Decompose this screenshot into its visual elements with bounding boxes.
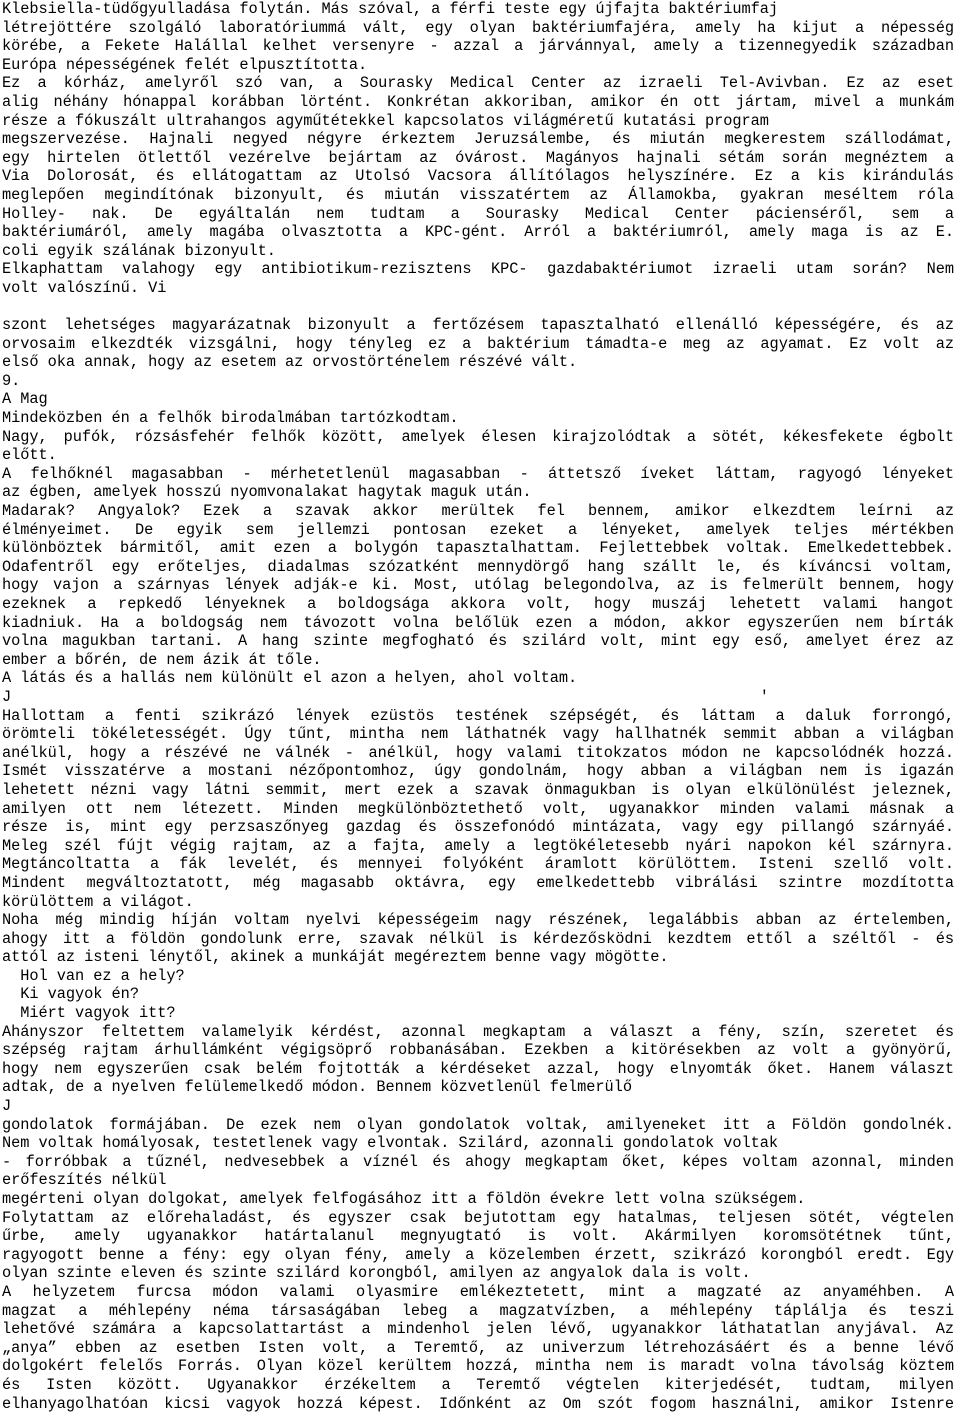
- text-line: körébe, a Fekete Halállal kelhet versenyre - azzal a járvánnyal, amely a tizennegyedik században: [2, 37, 954, 56]
- text-line: dolgokért felelős Forrás. Olyan közel kerültem hozzá, mintha nem is maradt volna távolság köztem: [2, 1357, 954, 1376]
- text-line: ezeknek a repkedő lényeknek a boldogsága akkora volt, hogy muszáj lehetett valami hangot: [2, 595, 954, 613]
- text-line: hogy vajon a szárnyas lények adják-e ki. Most, utólag belegondolva, az is felmerült bennem, hogy: [2, 576, 954, 595]
- text-line: Nagy, pufók, rózsásfehér felhők között, amelyek élesen kirajzolódtak a sötét, kékesfekete égbolt: [2, 427, 954, 446]
- text-line: ahogy itt a földön gondolunk erre, szavak nélkül is kérdezősködni kezdtem ettől a széltől - és: [2, 929, 954, 948]
- text-line: és Isten között. Ugyanakkor érzékeltem a Teremtő végtelen kiterjedését, tudtam, milyen: [2, 1375, 954, 1394]
- text-line: egy hirtelen ötlettől vezérelve bejártam az óvárost. Magányos hajnali sétám során megnéztem a: [2, 148, 954, 167]
- text-line: lehetett nézni vagy látni semmit, mert ezek a szavak önmagukban is olyan elkülönülést jeleznek,: [2, 780, 954, 799]
- text-line: J: [2, 1097, 12, 1116]
- text-line: Hol van ez a hely?: [2, 966, 185, 985]
- text-line: attól az isteni lénytől, akinek a munkáját megéreztem benne vagy mögötte.: [2, 948, 669, 967]
- text-line: volt valószínű. Vi: [2, 278, 167, 297]
- text-line: Nem voltak homályosak, testetlenek vagy elvontak. Szilárd, azonnali gondolatok voltak: [2, 1134, 779, 1153]
- text-line: lehetővé számára a kapcsolattartást a mindenhol jelen lévő, ugyanakkor láthatatlan anyjával. Az: [2, 1320, 954, 1339]
- text-line: ragyogott benne a fény: egy olyan fény, amely a közelemben érzett, szikrázó korongból eredt. Egy: [2, 1245, 954, 1264]
- text-line: Ismét visszatérve a mostani nézőpontomhoz, úgy gondolnám, hogy abban a világban nem is igazán: [2, 762, 954, 781]
- text-line: Elkaphattam valahogy egy antibiotikum-rezisztens KPC- gazdabaktériumot izraeli utam során? Nem: [2, 260, 954, 279]
- text-line: meglepően megindítónak bizonyult, és miután visszatértem az Államokba, gyakran meséltem róla: [2, 185, 954, 204]
- text-line: létrejöttére szolgáló laboratóriummá vált, egy olyan baktériumfajéra, amely ha kijut a népesség: [2, 18, 954, 37]
- text-line: Miért vagyok itt?: [2, 1004, 176, 1023]
- text-line: gondolatok formájában. De ezek nem olyan gondolatok voltak, amilyeneket itt a Földön gondolnék.: [2, 1115, 954, 1134]
- text-line: Noha még mindig híján voltam nyelvi képességeim nagy részének, legalábbis abban az értelemben,: [2, 911, 954, 930]
- text-line: - forróbbak a tűznél, nedvesebbek a víznél és ahogy megkaptam őket, képes voltam azonnal, minden: [2, 1152, 954, 1171]
- text-line: Európa népességének felét elpusztította.: [2, 55, 368, 74]
- text-line: szépség rajtam árhullámként végigsöprő robbanásában. Ezekben a kitörésekben az volt a gyönyörű,: [2, 1041, 954, 1060]
- text-line: amilyen ott nem létezett. Minden megkülönböztethető volt, ugyanakkor minden valami másnak a: [2, 799, 954, 818]
- text-line: Ez a kórház, amelyről szó van, a Sourasky Medical Center az izraeli Tel-Avivban. Ez az eset: [2, 74, 954, 93]
- text-line: körülöttem a világot.: [2, 892, 194, 911]
- text-line: coli egyik szálának bizonyult.: [2, 241, 276, 260]
- text-line: A felhőknél magasabban - mérhetetlenül magasabban - áttetsző íveket láttam, ragyogó lényeket: [2, 464, 954, 483]
- text-line: A látás és a hallás nem különült el azon a helyen, ahol voltam.: [2, 669, 578, 688]
- text-line: kiadniuk. Ha a boldogság nem távozott volna belőlük ezen a módon, akkor egyszerűen nem bírták: [2, 613, 954, 632]
- text-line: élményeimet. De egyik sem jellemzi pontosan ezeket a lényeket, amelyek teljes mértékben: [2, 520, 954, 539]
- document-text: [2, 0, 958, 1413]
- text-line: Meleg szél fújt végig rajtam, az a fajta, amely a legtökéletesebb nyári napokon kél szárnyra.: [2, 836, 954, 855]
- text-line: volna magukban tartani. A hang szinte megfogható és szilárd volt, mint egy eső, amelyet érez az: [2, 632, 954, 651]
- text-line: alig néhány hónappal korábban lörtént. Konkrétan akkoriban, amikor én ott jártam, mivel a munkám: [2, 92, 954, 111]
- text-line: megszervezése. Hajnali negyed négyre érkeztem Jeruzsálembe, és miután megkerestem szállodámat,: [2, 130, 954, 149]
- text-line: orvosaim elkezdték vizsgálni, hogy tényleg ez a baktérium támadta-e meg az agyamat. Ez volt az: [2, 334, 954, 353]
- text-line: A Mag: [2, 390, 48, 409]
- text-line: űrbe, amely ugyanakkor határtalanul megnyugtató is volt. Akármilyen koromsötétnek tűnt,: [2, 1227, 954, 1246]
- text-line: szont lehetséges magyarázatnak bizonyult a fertőzésem tapasztalható ellenálló képességére, és az: [2, 316, 954, 335]
- text-line: ember a bőrén, de nem ázik át tőle.: [2, 650, 322, 669]
- text-line: hogy nem egyszerűen csak belém fojtották a kérdéseket azzal, hogy elnyomták őket. Hanem választ: [2, 1059, 954, 1078]
- text-line: előtt.: [2, 446, 57, 465]
- text-line: [2, 298, 958, 317]
- text-line: Mindeközben én a felhők birodalmában tartózkodtam.: [2, 409, 459, 428]
- text-line: Mindent megváltoztatott, még magasabb oktávra, egy emelkedettebb vibrálási szintre mozdította: [2, 873, 954, 892]
- text-line: 9.: [2, 371, 21, 390]
- text-line: megérteni olyan dolgokat, amelyek felfogásához itt a földön évekre lett volna szükségem.: [2, 1190, 806, 1208]
- text-line: az égben, amelyek hosszú nyomvonalakat hagytak maguk után.: [2, 483, 532, 502]
- text-line: magzat a méhlepény néma társaságában lebeg a magzatvízben, a méhlepény táplálja és teszi: [2, 1301, 954, 1320]
- text-line: első oka annak, hogy az esetem az orvostörténelem részévé vált.: [2, 353, 578, 372]
- text-line: Ahányszor feltettem valamelyik kérdést, azonnal megkaptam a választ a fény, szín, szeretet és: [2, 1022, 954, 1041]
- text-line: Madarak? Angyalok? Ezek a szavak akkor merültek fel bennem, amikor elkezdtem leírni az: [2, 502, 954, 521]
- text-line: adtak, de a nyelven felülemelkedő módon. Bennem közvetlenül felmerülő: [2, 1078, 632, 1097]
- text-line: Hallottam a fenti szikrázó lények ezüstös testének szépségét, és láttam a daluk forrongó,: [2, 706, 954, 725]
- text-line: Klebsiella-tüdőgyulladása folytán. Más szóval, a férfi teste egy újfajta baktériumfaj: [2, 0, 779, 18]
- text-line: része is, mint egy perzsaszőnyeg gazdag és összefonódó mintázata, vagy egy pillangó szárnyáé.: [2, 818, 954, 837]
- text-line: elhanyagolhatóan kicsi vagyok hozzá képest. Időnként az Om szót fogom használni, amikor Istenre: [2, 1394, 954, 1413]
- text-line: Folytattam az előrehaladást, és egyszer csak bejutottam egy hatalmas, teljesen sötét, végtelen: [2, 1208, 954, 1227]
- text-line: erőfeszítés nélkül: [2, 1171, 167, 1190]
- text-line: A helyzetem furcsa módon valami olyasmire emlékeztetett, mint a magzaté az anyaméhben. A: [2, 1282, 954, 1301]
- text-line: baktériumáról, amely magába olvasztotta a KPC-gént. Arról a baktériumról, amely maga is az E.: [2, 223, 954, 242]
- text-line: anélkül, hogy a részévé ne válnék - anélkül, hogy valami titokzatos módon ne kapcsolódnék hozzá.: [2, 743, 954, 762]
- text-line: Ki vagyok én?: [2, 985, 139, 1004]
- text-line: Via Dolorosát, és ellátogattam az Utolsó Vacsora állítólagos helyszínére. Ez a kis kirándulás: [2, 167, 954, 186]
- text-line: „anya” ebben az esetben Isten volt, a Teremtő, az univerzum létrehozásáért és a benne lévő: [2, 1338, 954, 1357]
- text-line: Megtáncoltatta a fák levelét, és mennyei folyóként áramlott körülöttem. Isteni szellő volt.: [2, 855, 954, 874]
- text-line: különböztek bármitől, amit ezen a bolygón tapasztalhattam. Fejlettebbek voltak. Emelkedettebbek.: [2, 539, 954, 558]
- text-line: örömteli tökéletességét. Úgy tűnt, mintha nem láthatnék vagy hallhatnék semmit abban a világban: [2, 725, 954, 744]
- text-line: része a fókuszált ultrahangos agyműtétekkel kapcsolatos világméretű kutatási program: [2, 111, 769, 130]
- text-line: J ': [2, 687, 769, 706]
- text-line: Odafentről egy erőteljes, diadalmas szózatként mennydörgő hang szállt le, és kíváncsi voltam,: [2, 557, 954, 576]
- text-line: Holley- nak. De egyáltalán nem tudtam a Sourasky Medical Center pácienséről, sem a: [2, 204, 954, 223]
- text-line: olyan szinte eleven és szinte szilárd korongból, amilyen az angyalok dala is volt.: [2, 1264, 751, 1283]
